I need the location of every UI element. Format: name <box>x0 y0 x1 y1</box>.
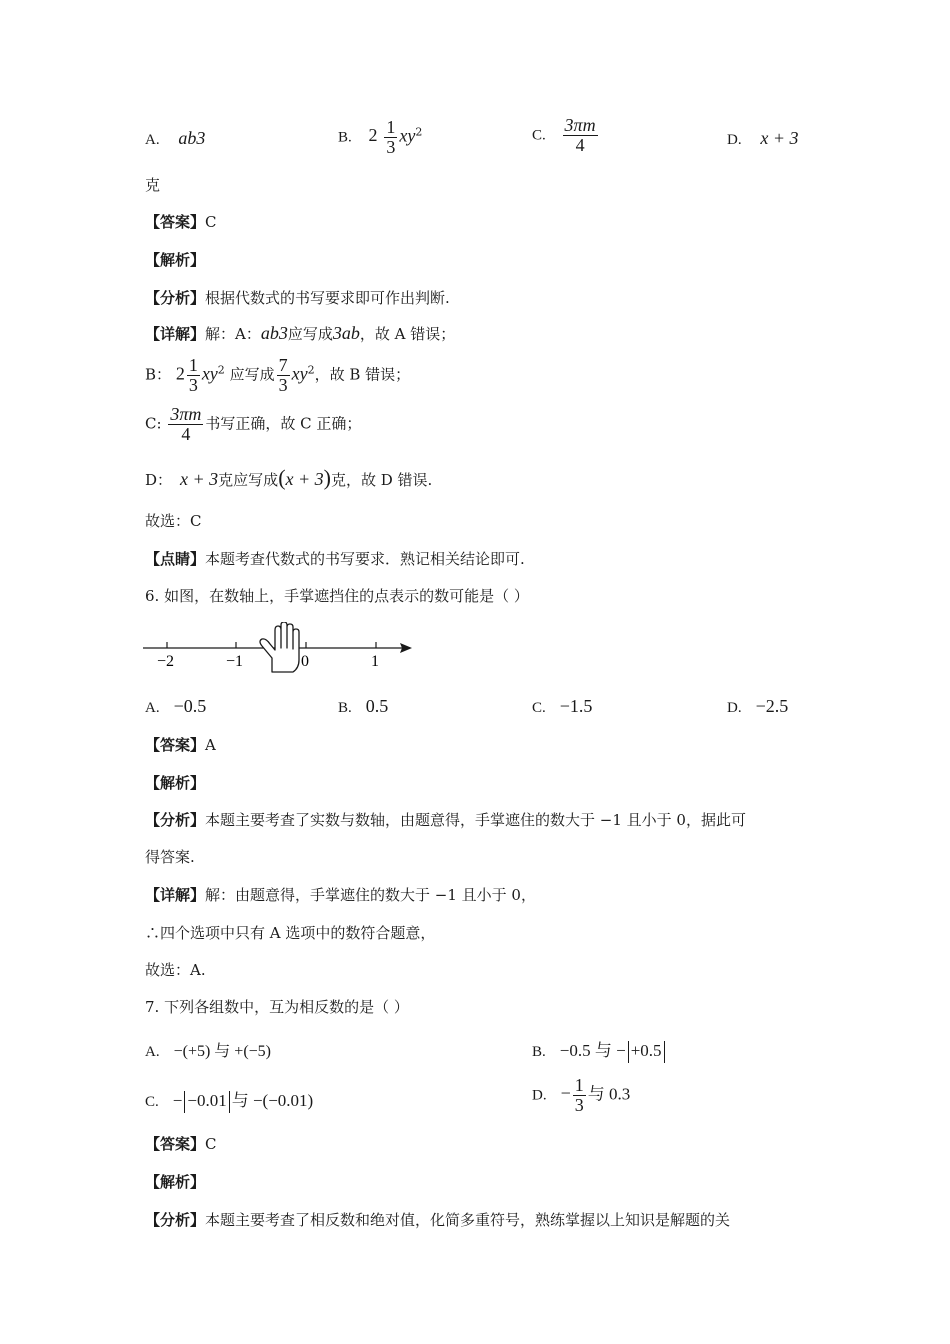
denominator: 3 <box>278 374 288 395</box>
q5-comment <box>145 548 525 569</box>
fraction <box>573 1076 586 1115</box>
numerator: 1 <box>574 1075 584 1095</box>
numerator: 3πm <box>170 404 202 424</box>
q6-option-d <box>727 696 788 717</box>
option-expr-left: −0.5 与 − <box>559 1041 626 1060</box>
q7-analysis <box>145 1209 730 1230</box>
option-label: A. <box>145 1044 160 1060</box>
option-expr-left: − <box>172 1091 183 1110</box>
detail-prefix: D： <box>145 471 173 489</box>
detail-end: 克，故 D 错误. <box>330 471 433 489</box>
mixed-whole: 2 <box>368 125 378 146</box>
detail-prefix: B： <box>145 365 172 384</box>
option-label: D. <box>532 1087 547 1104</box>
comment-tag: 【点睛】 <box>145 550 206 568</box>
option-label: C. <box>532 700 546 716</box>
option-expr: ab3 <box>178 128 206 148</box>
exponent: 2 <box>217 363 225 377</box>
option-label: A. <box>145 132 160 148</box>
option-label: C. <box>532 127 546 144</box>
answer-tag: 【答案】 <box>145 213 206 231</box>
q6-answer <box>145 734 216 755</box>
q7-answer <box>145 1133 217 1154</box>
fraction <box>168 405 203 444</box>
analysis-text: 根据代数式的书写要求即可作出判断. <box>205 289 450 307</box>
analysis-tag: 【分析】 <box>145 811 206 829</box>
denominator: 4 <box>575 134 585 155</box>
variable: xy <box>201 363 218 384</box>
q6-question: 6. 如图，在数轴上，手掌遮挡住的点表示的数可能是（ ） <box>145 587 529 605</box>
detail-mid: 克应写成 <box>218 471 279 489</box>
option-label: D. <box>727 700 742 716</box>
q7-option-b <box>532 1036 667 1063</box>
option-value: −2.5 <box>755 696 789 716</box>
option-label: B. <box>338 700 352 716</box>
q6-conclusion: 故选：A. <box>145 961 206 979</box>
detail-text: 解：由题意得，手掌遮住的数大于 −1 且小于 0， <box>205 886 536 904</box>
answer-tag: 【答案】 <box>145 1135 206 1153</box>
q5-detail-c <box>145 405 361 444</box>
q5-option-c <box>532 116 600 155</box>
q5-unit: 克 <box>145 176 161 194</box>
q5-analysis-head: 【解析】 <box>145 251 206 269</box>
mixed-whole: 2 <box>175 363 185 384</box>
q5-detail-b <box>145 356 410 395</box>
denominator: 4 <box>181 423 191 444</box>
q6-analysis-line1 <box>145 809 746 830</box>
number-line-figure <box>140 622 420 680</box>
denominator: 3 <box>188 374 198 395</box>
analysis-tag: 【分析】 <box>145 1211 206 1229</box>
option-value: 0.5 <box>365 696 389 716</box>
detail-mid: 应写成 <box>287 325 333 343</box>
detail-end: ，故 B 错误； <box>314 365 411 384</box>
q5-detail-d: D： x + 3克应写成(x + 3)克，故 D 错误. <box>145 465 433 490</box>
expr: x + 3 <box>180 469 219 489</box>
tick-label: 1 <box>371 653 379 670</box>
analysis-tag: 【分析】 <box>145 289 206 307</box>
comment-text: 本题考查代数式的书写要求．熟记相关结论即可. <box>205 550 525 568</box>
option-expr-inner: +0.5 <box>630 1041 662 1060</box>
q6-analysis-head: 【解析】 <box>145 774 206 792</box>
q5-option-a <box>145 128 205 149</box>
q6-option-a <box>145 696 206 717</box>
numerator: 1 <box>188 355 198 375</box>
q5-option-d <box>727 128 799 149</box>
q5-conclusion: 故选：C <box>145 512 202 530</box>
q5-option-b <box>338 118 422 157</box>
answer-value: C <box>205 1135 217 1153</box>
q5-analysis <box>145 287 450 308</box>
option-value: −0.5 <box>173 696 207 716</box>
analysis-text: 本题主要考查了实数与数轴，由题意得，手掌遮住的数大于 −1 且小于 0，据此可 <box>205 811 746 829</box>
detail-prefix: C: <box>145 414 162 433</box>
detail-intro: 解：A： <box>205 325 261 343</box>
numerator: 1 <box>386 117 396 137</box>
detail-tag: 【详解】 <box>145 886 206 904</box>
option-sign: − <box>560 1083 571 1104</box>
variable: xy <box>399 125 416 146</box>
exponent: 2 <box>307 363 315 377</box>
q6-detail <box>145 884 536 905</box>
fraction <box>277 356 290 395</box>
option-label: D. <box>727 132 742 148</box>
fraction <box>187 356 200 395</box>
q6-option-c <box>532 696 592 717</box>
tick-label: 0 <box>301 653 309 670</box>
answer-tag: 【答案】 <box>145 736 206 754</box>
option-label: B. <box>338 129 352 146</box>
q6-therefore: ∴四个选项中只有 A 选项中的数符合题意， <box>145 924 436 942</box>
option-expr: −(+5) 与 +(−5) <box>173 1043 272 1060</box>
q6-option-b <box>338 696 388 717</box>
q7-option-c <box>145 1086 313 1113</box>
q7-option-a <box>145 1038 271 1061</box>
detail-tag: 【详解】 <box>145 325 206 343</box>
variable: xy <box>291 363 308 384</box>
option-expr: x + 3 <box>760 128 799 148</box>
detail-mid: 应写成 <box>229 365 275 384</box>
q7-analysis-head: 【解析】 <box>145 1173 206 1191</box>
expr-paren: x + 3 <box>285 469 324 489</box>
fraction <box>384 118 397 157</box>
option-label: A. <box>145 700 160 716</box>
option-expr-inner: −0.01 <box>187 1091 227 1110</box>
fraction <box>563 116 598 155</box>
option-value: −1.5 <box>559 696 593 716</box>
q7-option-d <box>532 1076 630 1115</box>
q5-answer <box>145 211 217 232</box>
answer-value: C <box>205 213 217 231</box>
exponent: 2 <box>415 125 423 139</box>
option-expr-right: 与 0.3 <box>587 1084 631 1104</box>
expr-correct: 3ab <box>332 323 360 343</box>
q5-detail-a <box>145 323 455 344</box>
expr: ab3 <box>260 323 288 343</box>
option-label: C. <box>145 1094 159 1110</box>
detail-end: ，故 A 错误； <box>359 325 456 343</box>
hand-icon <box>260 622 299 672</box>
numerator: 3πm <box>564 115 596 135</box>
option-label: B. <box>532 1044 546 1060</box>
q7-question: 7. 下列各组数中，互为相反数的是（ ） <box>145 998 409 1016</box>
q6-analysis-line2: 得答案. <box>145 848 195 866</box>
tick-label: −1 <box>226 653 244 670</box>
denominator: 3 <box>386 136 396 157</box>
denominator: 3 <box>574 1094 584 1115</box>
option-expr-right: 与 −(−0.01) <box>231 1091 314 1110</box>
numerator: 7 <box>278 355 288 375</box>
answer-value: A <box>205 736 216 754</box>
analysis-text: 本题主要考查了相反数和绝对值，化简多重符号，熟练掌握以上知识是解题的关 <box>205 1211 731 1229</box>
detail-end: 书写正确，故 C 正确； <box>205 414 362 433</box>
tick-label: −2 <box>157 653 175 670</box>
